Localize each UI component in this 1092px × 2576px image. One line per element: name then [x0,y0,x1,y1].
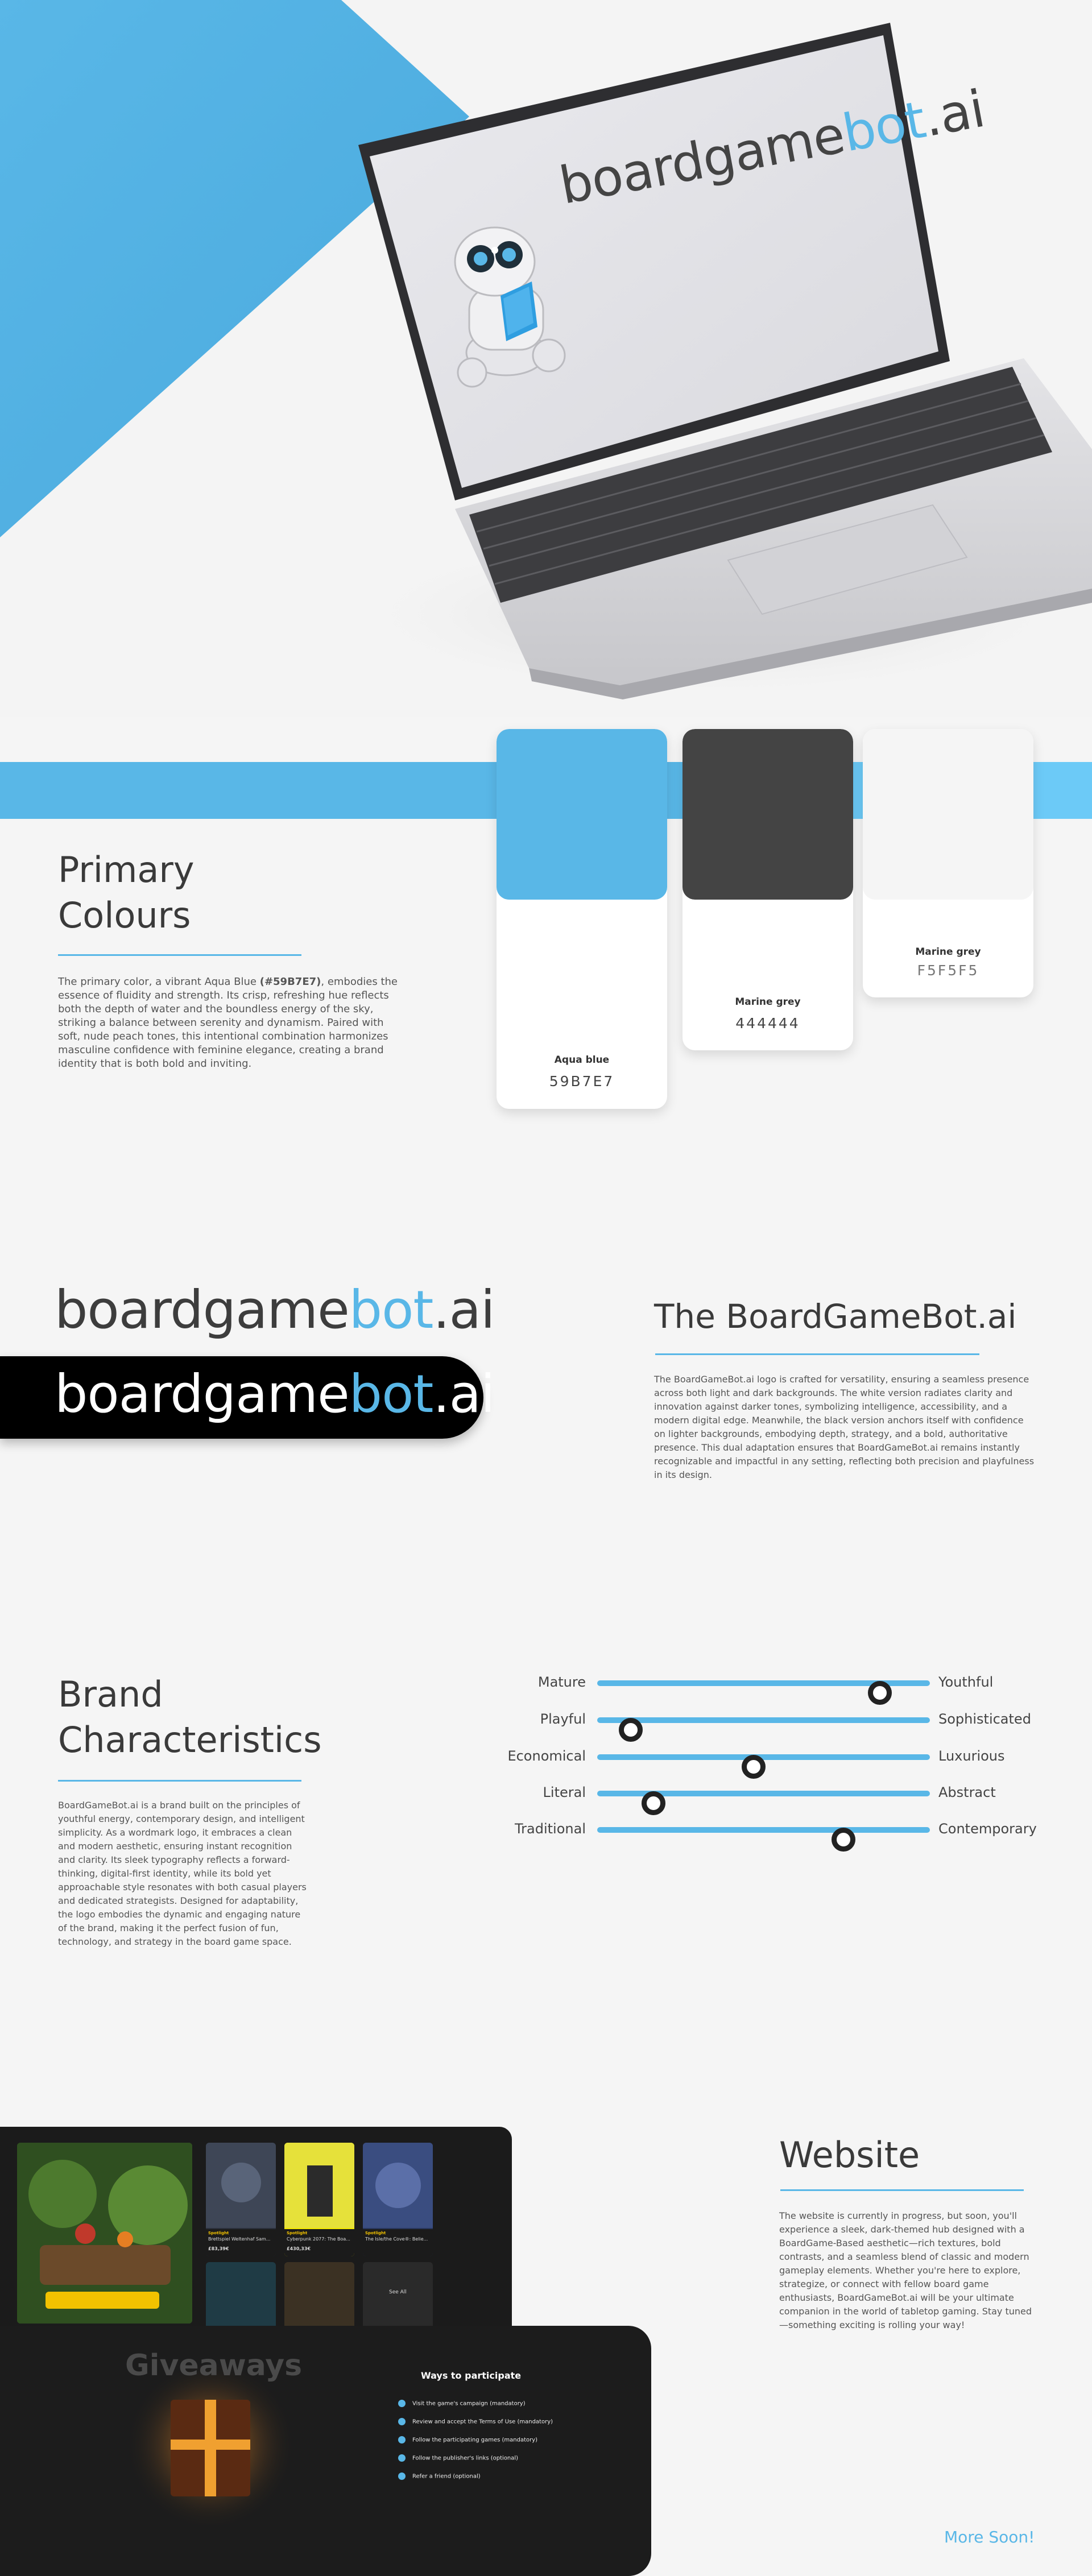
swatch-hex: 59B7E7 [549,1073,615,1090]
laptop-screen-logo: boardgamebot.ai [555,78,989,216]
slider-left-label: Literal [543,1784,586,1800]
slider-right-label: Sophisticated [938,1711,1031,1727]
game-art [206,2143,276,2228]
swatch-color-aqua-blue [497,729,667,900]
slider-track[interactable] [597,1827,930,1833]
swatch-color-marine-grey-dark [682,729,853,900]
swatch-hex: 444444 [735,1015,800,1032]
swatch-name: Aqua blue [554,1054,610,1066]
spotlight-badge: Spotlight [208,2231,229,2235]
slider-traditional-contemporary[interactable] [478,1817,1046,1840]
slider-literal-abstract[interactable] [478,1781,1046,1804]
logo-section [0,1251,1092,1535]
swatch-name: Marine grey [915,946,981,958]
participation-step[interactable]: Visit the game's campaign (mandatory) [398,2400,526,2407]
featured-game-art [17,2143,192,2324]
title-underline [655,1353,979,1355]
slider-track[interactable] [597,1791,930,1796]
game-card-5[interactable] [284,2262,354,2336]
title-underline [780,2189,1024,2191]
slider-track[interactable] [597,1754,930,1760]
game-card-3[interactable] [363,2143,433,2256]
slider-left-label: Mature [537,1674,586,1690]
slider-knob[interactable] [619,1718,643,1742]
participation-step[interactable]: Follow the publisher's links (optional) [398,2454,518,2462]
more-soon-text: More Soon! [944,2528,1035,2546]
check-icon [398,2454,406,2462]
brand-characteristics-title: Brand Characteristics [58,1674,322,1761]
slider-right-label: Contemporary [938,1821,1037,1837]
game-caption [363,2229,433,2256]
game-art [284,2143,354,2228]
slider-track[interactable] [597,1680,930,1686]
brand-characteristics-description: BoardGameBot.ai is a brand built on the principles of youthful energy, contemporary design, and intelligent simplicity. As a wordmark logo, it embraces a clean and modern aesthetic, ensuring instant recognition and clarity. Its sleek typography reflects a forward-thinking, digital-first identity, while its bold yet approachable style resonates with both casual players and dedicated strategists. Designed for adaptability, the logo embodies the dynamic and engaging nature of the brand, making it the perfect fusion of fun, technology, and strategy in the board game space. [58,1800,307,1947]
game-card-2[interactable] [284,2143,354,2256]
game-caption [284,2229,354,2256]
game-title: Brettspiel Weltenhaf Sam... [208,2237,271,2242]
game-card-1[interactable] [206,2143,276,2256]
slider-left-label: Traditional [515,1821,586,1837]
check-icon [398,2418,406,2425]
swatch-name: Marine grey [735,996,801,1008]
slider-knob[interactable] [832,1828,855,1852]
game-title: Cyberpunk 2077: The Boa... [287,2237,350,2242]
website-title: Website [779,2134,920,2176]
swatch-card-marine-grey-light [863,729,1033,997]
title-underline [58,1780,301,1782]
slider-left-label: Economical [507,1748,586,1764]
slider-knob[interactable] [642,1791,665,1815]
game-caption [206,2229,276,2256]
see-all-label: See All [389,2289,407,2295]
game-card-4[interactable] [206,2262,276,2336]
giveaways-heading: Giveaways [125,2349,303,2383]
slider-track[interactable] [597,1717,930,1723]
hero-section [0,0,1092,717]
website-mockup-games [0,2127,512,2343]
slider-left-label: Playful [540,1711,586,1727]
game-title: The Isle/the Cove®: Belie... [365,2237,428,2242]
primary-colours-title: Primary Colours [58,849,195,936]
participation-step[interactable]: Follow the participating games (mandatory) [398,2436,537,2444]
primary-colours-description: The primary color, a vibrant Aqua Blue (#59B7E7), embodies the essence of fluidity and strength. Its crisp, refreshing hue reflects both the depth of water and the boundless energy of the sky, striking a balance between serenity and dynamism. Paired with soft, nude peach tones, this intentional combination harmonizes masculine confidence with feminine elegance, creating a brand identity that is both bold and inviting. [58,976,398,1070]
logo-section-description: The BoardGameBot.ai logo is crafted for versatility, ensuring a seamless presence across both light and dark backgrounds. The white version radiates clarity and innovation against darker tones, symbolizing intelligence, accessibility, and a modern digital edge. Meanwhile, the black version anchors itself with confidence on lighter backgrounds, embodying depth, strategy, and a bold, authoritative presence. This dual adaptation ensures that BoardGameBot.ai remains instantly recognizable and impactful in any setting, reflecting both precision and playfulness in its design. [654,1374,1035,1480]
spotlight-badge: Spotlight [287,2231,308,2235]
slider-right-label: Youthful [938,1674,994,1690]
swatch-color-marine-grey-light [863,729,1033,900]
swatch-card-aqua-blue [497,729,667,1109]
game-price: £83,39€ [208,2246,229,2251]
participation-step[interactable]: Refer a friend (optional) [398,2473,481,2480]
check-icon [398,2400,406,2407]
primary-colours-section [0,717,1092,1171]
game-card-featured[interactable] [17,2143,192,2324]
brand-characteristics-section [0,1649,1092,2047]
see-all-card[interactable] [363,2262,433,2336]
website-section [0,2127,1092,2576]
slider-right-label: Abstract [938,1784,996,1800]
check-icon [398,2436,406,2444]
slider-knob[interactable] [868,1681,892,1705]
swatch-card-marine-grey-dark [682,729,853,1050]
slider-mature-youthful[interactable] [478,1671,1046,1693]
logo-light-version: boardgamebot.ai [55,1279,495,1340]
ways-to-participate-heading: Ways to participate [421,2370,522,2381]
slider-economical-luxurious[interactable] [478,1745,1046,1767]
logo-section-title: The BoardGameBot.ai [654,1297,1017,1336]
game-art [363,2143,433,2228]
participation-step[interactable]: Review and accept the Terms of Use (mandatory) [398,2418,553,2425]
logo-dark-version: boardgamebot.ai [55,1364,495,1424]
slider-right-label: Luxurious [938,1748,1005,1764]
check-icon [398,2473,406,2480]
slider-playful-sophisticated[interactable] [478,1708,1046,1730]
swatch-hex: F5F5F5 [917,962,979,979]
website-mockup-giveaways [0,2326,651,2576]
game-price: £430,33€ [287,2246,311,2251]
website-description: The website is currently in progress, but soon, you'll experience a sleek, dark-themed hub designed with a BoardGame-Based aesthetic—rich textures, bold contrasts, and a seamless blend of classic and modern gameplay elements. Whether you're here to explore, strategize, or connect with fellow board game enthusiasts, BoardGameBot.ai will be your ultimate companion in the world of tabletop gaming. Stay tuned—something exciting is rolling your way! [779,2210,1032,2330]
slider-knob[interactable] [742,1755,766,1779]
title-underline [58,954,301,956]
spotlight-badge: Spotlight [365,2231,386,2235]
